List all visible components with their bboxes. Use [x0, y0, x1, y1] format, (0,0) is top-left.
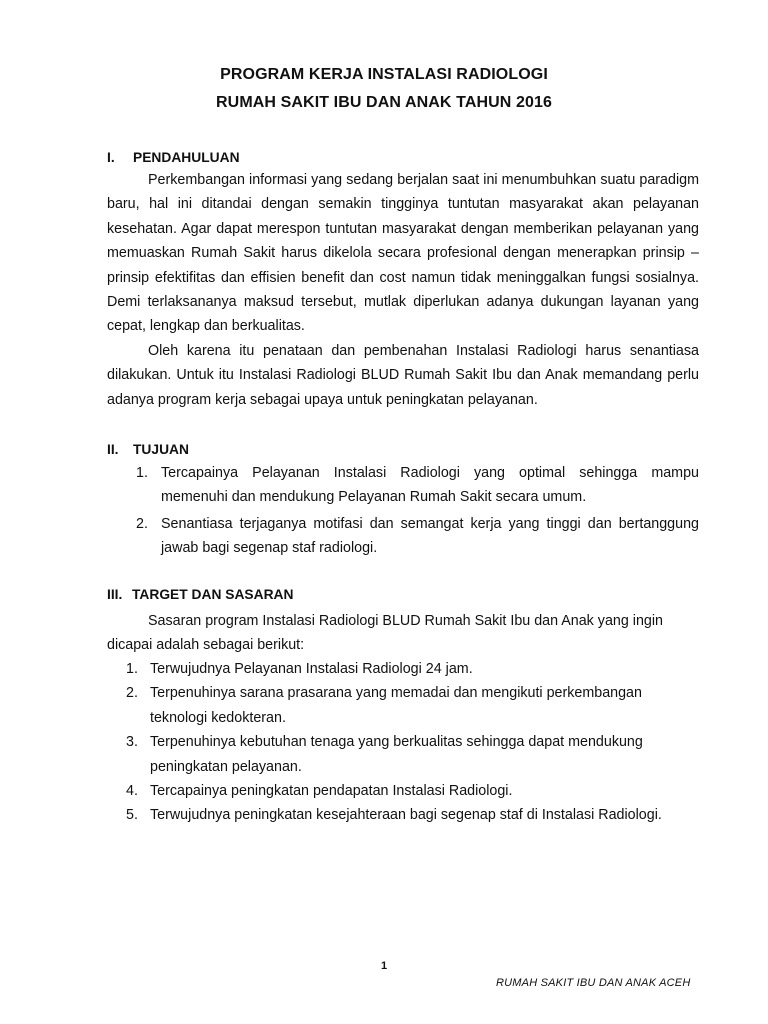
list-item-number: 1.	[126, 661, 138, 677]
paragraph: Oleh karena itu penataan dan pembenahan Instalasi Radiologi harus senantiasa dilakukan. Untuk itu Instalasi Radiologi BLUD Rumah Sakit Ibu dan Anak memandang perlu adanya program kerja sebagai upaya untuk peningkatan pelayanan.	[107, 343, 699, 408]
list-item	[136, 512, 699, 561]
paragraph: Perkembangan informasi yang sedang berjalan saat ini menumbuhkan suatu paradigm baru, hal ini ditandai dengan semakin tingginya tuntutan masyarakat akan pelayanan kesehatan. Agar dapat merespon tuntutan masyarakat dengan memberikan pelayanan yang memuaskan Rumah Sakit harus dikelola secara profesional dengan menerapkan prinsip – prinsip efektifitas dan effisien benefit dan cost namun tidak meninggalkan fungsi sosialnya. Demi terlaksananya maksud tersebut, mutlak diperlukan adanya dukungan layanan yang cepat, lengkap dan berkualitas.	[107, 172, 699, 335]
section-heading-target-dan-sasaran	[107, 587, 293, 602]
list-item-text: Terwujudnya Pelayanan Instalasi Radiologi 24 jam.	[150, 661, 473, 677]
section-number: III.	[107, 587, 123, 602]
list-item-text: Senantiasa terjaganya motifasi dan semangat kerja yang tinggi dan bertanggung jawab bagi segenap staf radiologi.	[161, 515, 699, 557]
page-number: 1	[380, 960, 388, 972]
list-item-number: 1.	[136, 465, 148, 481]
list-item-number: 4.	[126, 783, 138, 800]
section-title: TUJUAN	[133, 442, 189, 457]
paragraph: Sasaran program Instalasi Radiologi BLUD Rumah Sakit Ibu dan Anak yang ingin dicapai adalah sebagai berikut:	[107, 613, 663, 654]
target-list	[126, 657, 699, 828]
list-item-text: Terwujudnya peningkatan kesejahteraan bagi segenap staf di Instalasi Radiologi.	[150, 807, 662, 824]
footer-text: RUMAH SAKIT IBU DAN ANAK ACEH	[496, 977, 691, 989]
list-item-number: 2.	[136, 515, 148, 532]
section-heading-pendahuluan	[107, 150, 240, 165]
section-title: PENDAHULUAN	[133, 150, 240, 165]
list-item	[126, 681, 699, 730]
section-heading-tujuan	[107, 442, 189, 457]
list-item-text: Terpenuhinya kebutuhan tenaga yang berkualitas sehingga dapat mendukung peningkatan pelayanan.	[150, 734, 643, 775]
list-item-text: Tercapainya Pelayanan Instalasi Radiologi yang optimal sehingga mampu memenuhi dan mendukung Pelayanan Rumah Sakit secara umum.	[161, 465, 699, 506]
list-item-number: 2.	[126, 685, 138, 702]
section-number: I.	[107, 150, 115, 165]
section-number: II.	[107, 442, 119, 457]
list-item	[136, 461, 699, 510]
list-item	[126, 657, 699, 681]
document-title-line-1: PROGRAM KERJA INSTALASI RADIOLOGI	[220, 66, 548, 83]
list-item	[126, 803, 699, 827]
section-title: TARGET DAN SASARAN	[132, 587, 294, 602]
list-item-text: Tercapainya peningkatan pendapatan Instalasi Radiologi.	[150, 783, 513, 800]
document-title-line-2: RUMAH SAKIT IBU DAN ANAK TAHUN 2016	[216, 94, 552, 111]
list-item	[126, 730, 699, 779]
list-item-text: Terpenuhinya sarana prasarana yang memadai dan mengikuti perkembangan teknologi kedokteran.	[150, 685, 642, 726]
list-item	[126, 779, 699, 803]
tujuan-list	[136, 461, 699, 563]
list-item-number: 5.	[126, 807, 138, 824]
list-item-number: 3.	[126, 734, 138, 751]
